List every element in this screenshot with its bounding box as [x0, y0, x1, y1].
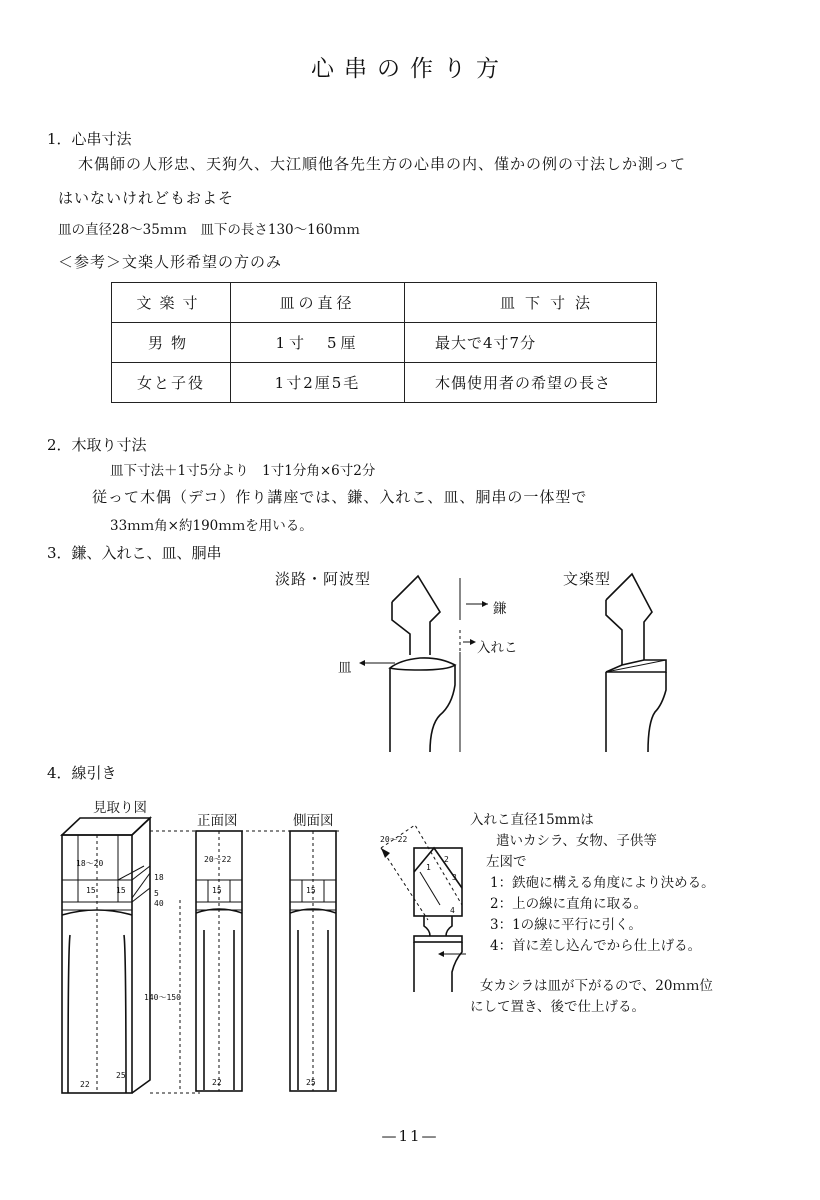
page-number: —11—	[381, 1127, 439, 1145]
dim-label: 15	[86, 886, 96, 895]
dim-label: 18	[154, 873, 164, 882]
step-number: 2	[444, 855, 449, 864]
section-1-heading: 1．心串寸法	[47, 130, 132, 148]
ireko-label: 入れこ	[477, 640, 518, 656]
guide-line	[118, 866, 144, 880]
section-2-line1: 皿下寸法＋1寸5分より 1寸1分角×6寸2分	[110, 463, 376, 479]
step-1-text: 1：鉄砲に構える角度により決める。	[490, 875, 715, 891]
dim-label: 15	[116, 886, 126, 895]
body-curve	[68, 935, 70, 1093]
table-cell: 1寸2厘5毛	[231, 363, 405, 403]
dim-label: 15	[212, 886, 222, 895]
dim-label: 5	[154, 889, 159, 898]
step-line	[420, 872, 440, 905]
note-line4: 女カシラは皿が下がるので、20ｍｍ位	[480, 978, 713, 994]
section-4-heading: 4．線引き	[47, 764, 117, 782]
block-side-face	[132, 818, 150, 1093]
dim-label: 25	[116, 1071, 126, 1080]
body-curve	[124, 935, 126, 1093]
step-number: 1	[426, 863, 431, 872]
section-1-line1: 木偶師の人形忠、天狗久、大江順他各先生方の心串の内、僅かの例の寸法しか測って	[78, 155, 687, 173]
front-view-label: 正面図	[197, 813, 238, 829]
section-2-line3: 33ｍｍ角×約190ｍｍを用いる。	[110, 518, 313, 534]
bunraku-type-label: 文楽型	[563, 570, 612, 588]
section-1-reference: ＜参考＞文楽人形希望の方のみ	[58, 253, 283, 271]
awaji-type-label: 淡路・阿波型	[275, 570, 372, 588]
mitori-zu-label: 見取り図	[93, 800, 147, 816]
table-cell: 1寸 5厘	[231, 323, 405, 363]
arrowhead-icon	[381, 848, 390, 858]
table-header-cell: 皿の直径	[231, 283, 405, 323]
sara-label: 皿	[338, 660, 352, 676]
section-2-line2: 従って木偶（デコ）作り講座では、鎌、入れこ、皿、胴串の一体型で	[92, 488, 588, 506]
note-line1: 入れこ直径15mmは	[470, 812, 594, 828]
dim-label: 22	[212, 1078, 222, 1087]
step-4-text: 4：首に差し込んでから仕上げる。	[490, 938, 702, 954]
dim-label: 15	[306, 886, 316, 895]
table-cell: 木偶使用者の希望の長さ	[405, 363, 657, 403]
table-header-cell: 皿下寸法	[405, 283, 657, 323]
dim-label: 25	[306, 1078, 316, 1087]
table-cell: 男物	[112, 323, 231, 363]
sara-outline	[414, 936, 462, 942]
side-view-label: 側面図	[293, 813, 334, 829]
note-line5: にして置き、後で仕上げる。	[470, 999, 645, 1015]
step-number: 4	[450, 906, 455, 915]
body-edge	[452, 942, 462, 992]
dim-label: 40	[154, 899, 164, 908]
dim-label: 18〜20	[76, 859, 104, 868]
table-cell: 最大で4寸7分	[405, 323, 657, 363]
step-2-text: 2：上の線に直角に取る。	[490, 896, 648, 912]
dim-label: 20〜22	[380, 835, 408, 844]
kama-marking	[414, 848, 462, 888]
ireko-outline	[446, 916, 452, 936]
arrowhead-icon	[438, 951, 444, 957]
block-top-face	[62, 818, 150, 835]
dim-label: 22	[80, 1080, 90, 1089]
section-3-heading: 3．鎌、入れこ、皿、胴串	[47, 544, 222, 562]
section-1-line3: 皿の直径28〜35ｍｍ 皿下の長さ130〜160ｍｍ	[58, 222, 360, 238]
page-title: 心串の作り方	[311, 56, 509, 82]
dim-label: 140〜150	[144, 993, 181, 1002]
section-2-heading: 2．木取り寸法	[47, 436, 147, 454]
dim-label: 20〜22	[204, 855, 232, 864]
note-line2: 遣いカシラ、女物、子供等	[496, 833, 657, 849]
table-cell: 女と子役	[112, 363, 231, 403]
note-line3: 左図で	[486, 854, 527, 870]
table-header-cell: 文楽寸	[112, 283, 231, 323]
construction-line	[381, 848, 428, 920]
step-number: 3	[452, 873, 457, 882]
step-3-text: 3：1の線に平行に引く。	[490, 917, 642, 933]
kama-label: 鎌	[493, 601, 507, 617]
section-1-line2: はいないけれどもおよそ	[58, 189, 235, 207]
guide-line	[132, 873, 150, 898]
